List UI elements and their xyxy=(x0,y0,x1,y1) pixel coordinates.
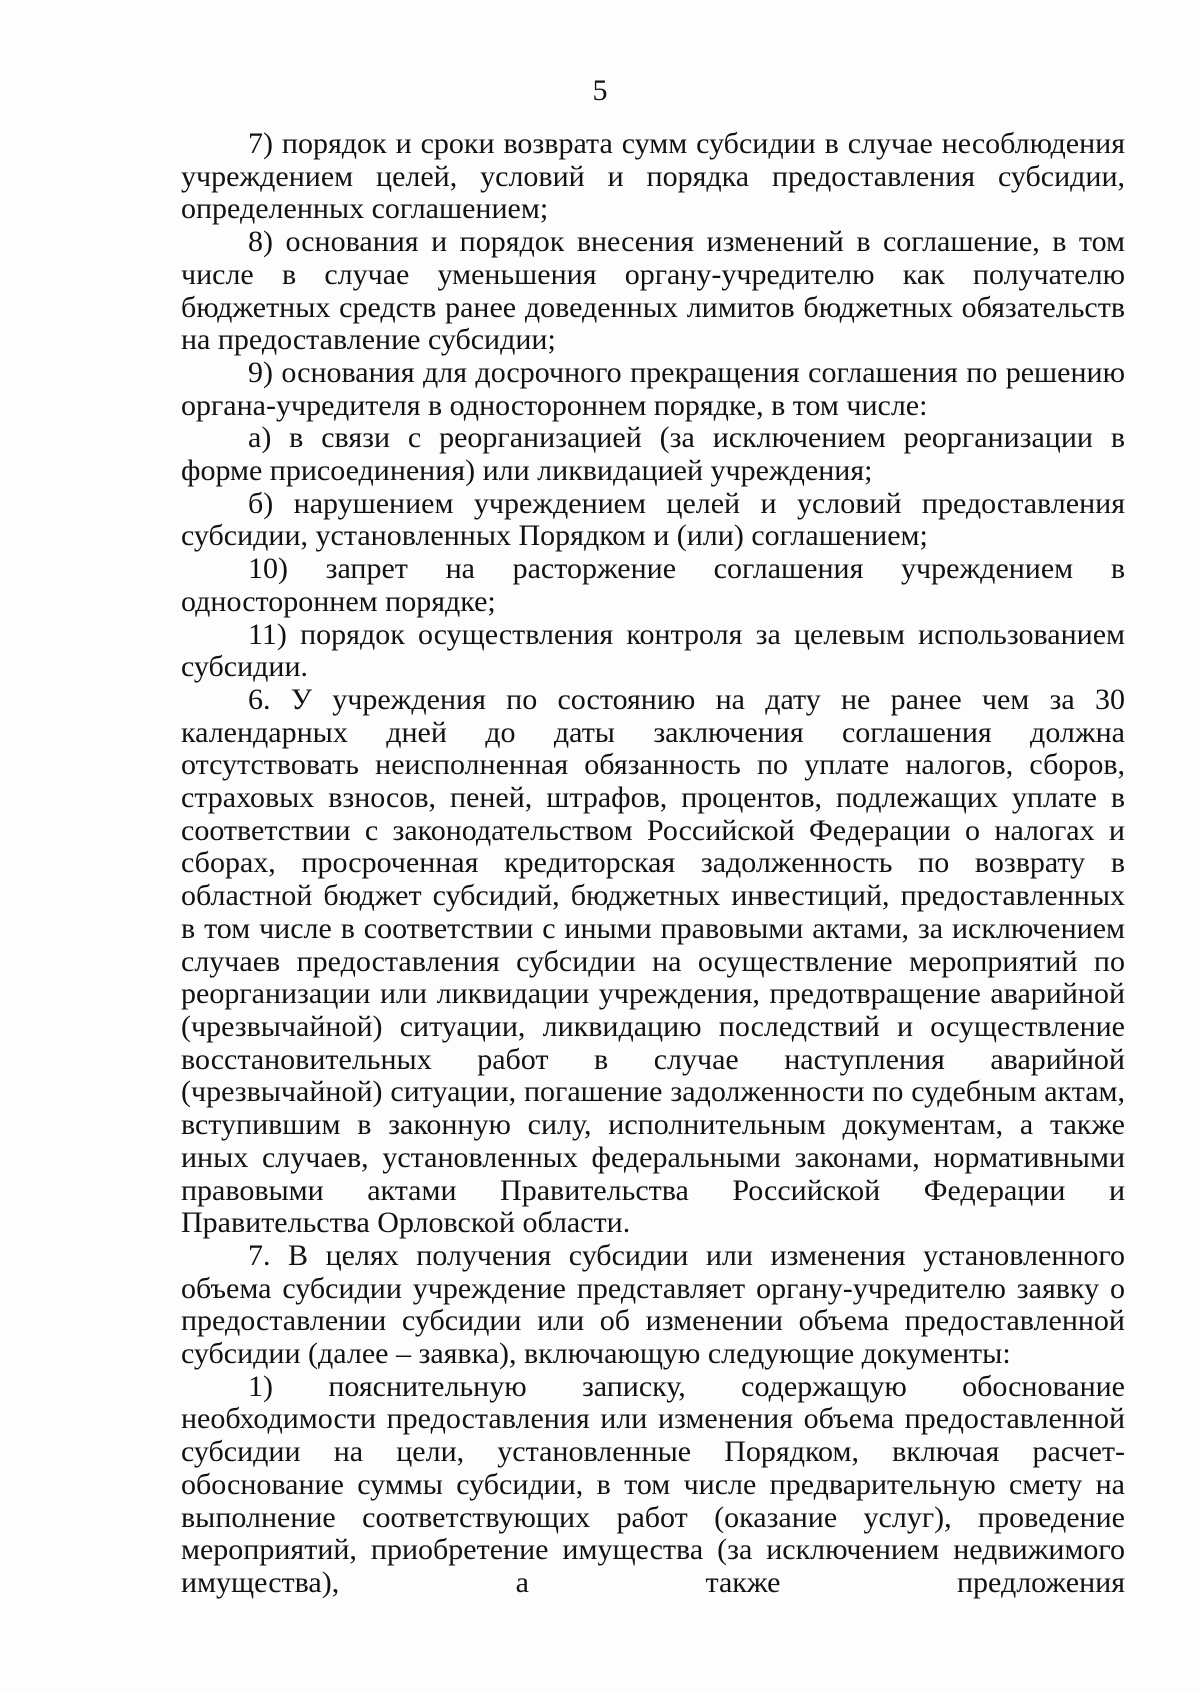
paragraph-item-10: 10) запрет на расторжение соглашения учреждением в одностороннем порядке; xyxy=(181,552,1125,618)
paragraph-clause-7: 7. В целях получения субсидии или изменения установленного объема субсидии учреждение представляет органу-учредителю заявку о предоставлении субсидии или об изменении объема предоставленной субсидии (далее – заявка), включающую следующие документы: xyxy=(181,1238,1125,1371)
paragraph-item-11: 11) порядок осуществления контроля за целевым использованием субсидии. xyxy=(181,617,1125,684)
paragraph-subitem-b: б) нарушением учреждением целей и условий предоставления субсидии, установленных Порядком и (или) соглашением; xyxy=(181,486,1125,553)
paragraph-item-9: 9) основания для досрочного прекращения соглашения по решению органа-учредителя в одностороннем порядке, в том числе: xyxy=(181,355,1125,422)
paragraph-item-7: 7) порядок и сроки возврата сумм субсидии в случае несоблюдения учреждением целей, условий и порядка предоставления субсидии, определенных соглашением; xyxy=(181,127,1125,226)
paragraph-clause-6: 6. У учреждения по состоянию на дату не ранее чем за 30 календарных дней до даты заключения соглашения должна отсутствовать неисполненная обязанность по уплате налогов, сборов, страховых взносов, пеней, штрафов, процентов, подлежащих уплате в соответствии с законодательством Российской Федерации о налогах и сборах, просроченная кредиторская задолженность по возврату в областной бюджет субсидий, бюджетных инвестиций, предоставленных в том числе в соответствии с иными правовыми актами, за исключением случаев предоставления субсидии на осуществление мероприятий по реорганизации или ликвидации учреждения, предотвращение аварийной (чрезвычайной) ситуации, ликвидацию последствий и осуществление восстановительных работ в случае наступления аварийной (чрезвычайной) ситуации, погашение задолженности по судебным актам, вступившим в законную силу, исполнительным документам, а также иных случаев, установленных федеральными законами, нормативными правовыми актами Правительства Российской Федерации и Правительства Орловской области. xyxy=(181,682,1125,1240)
paragraph-item-8: 8) основания и порядок внесения изменений в соглашение, в том числе в случае уменьшения органу-учредителю как получателю бюджетных средств ранее доведенных лимитов бюджетных обязательств на предоставление субсидии; xyxy=(181,225,1125,357)
paragraph-subitem-a: а) в связи с реорганизацией (за исключением реорганизации в форме присоединения) или ликвидацией учреждения; xyxy=(181,421,1125,488)
document-body xyxy=(181,128,1125,1600)
page-number: 5 xyxy=(592,74,608,107)
paragraph-clause-7-item-1: 1) пояснительную записку, содержащую обоснование необходимости предоставления или изменения объема предоставленной субсидии на цели, установленные Порядком, включая расчет-обоснование суммы субсидии, в том числе предварительную смету на выполнение соответствующих работ (оказание услуг), проведение мероприятий, приобретение имущества (за исключением недвижимого имущества), а также предложения xyxy=(181,1369,1125,1599)
